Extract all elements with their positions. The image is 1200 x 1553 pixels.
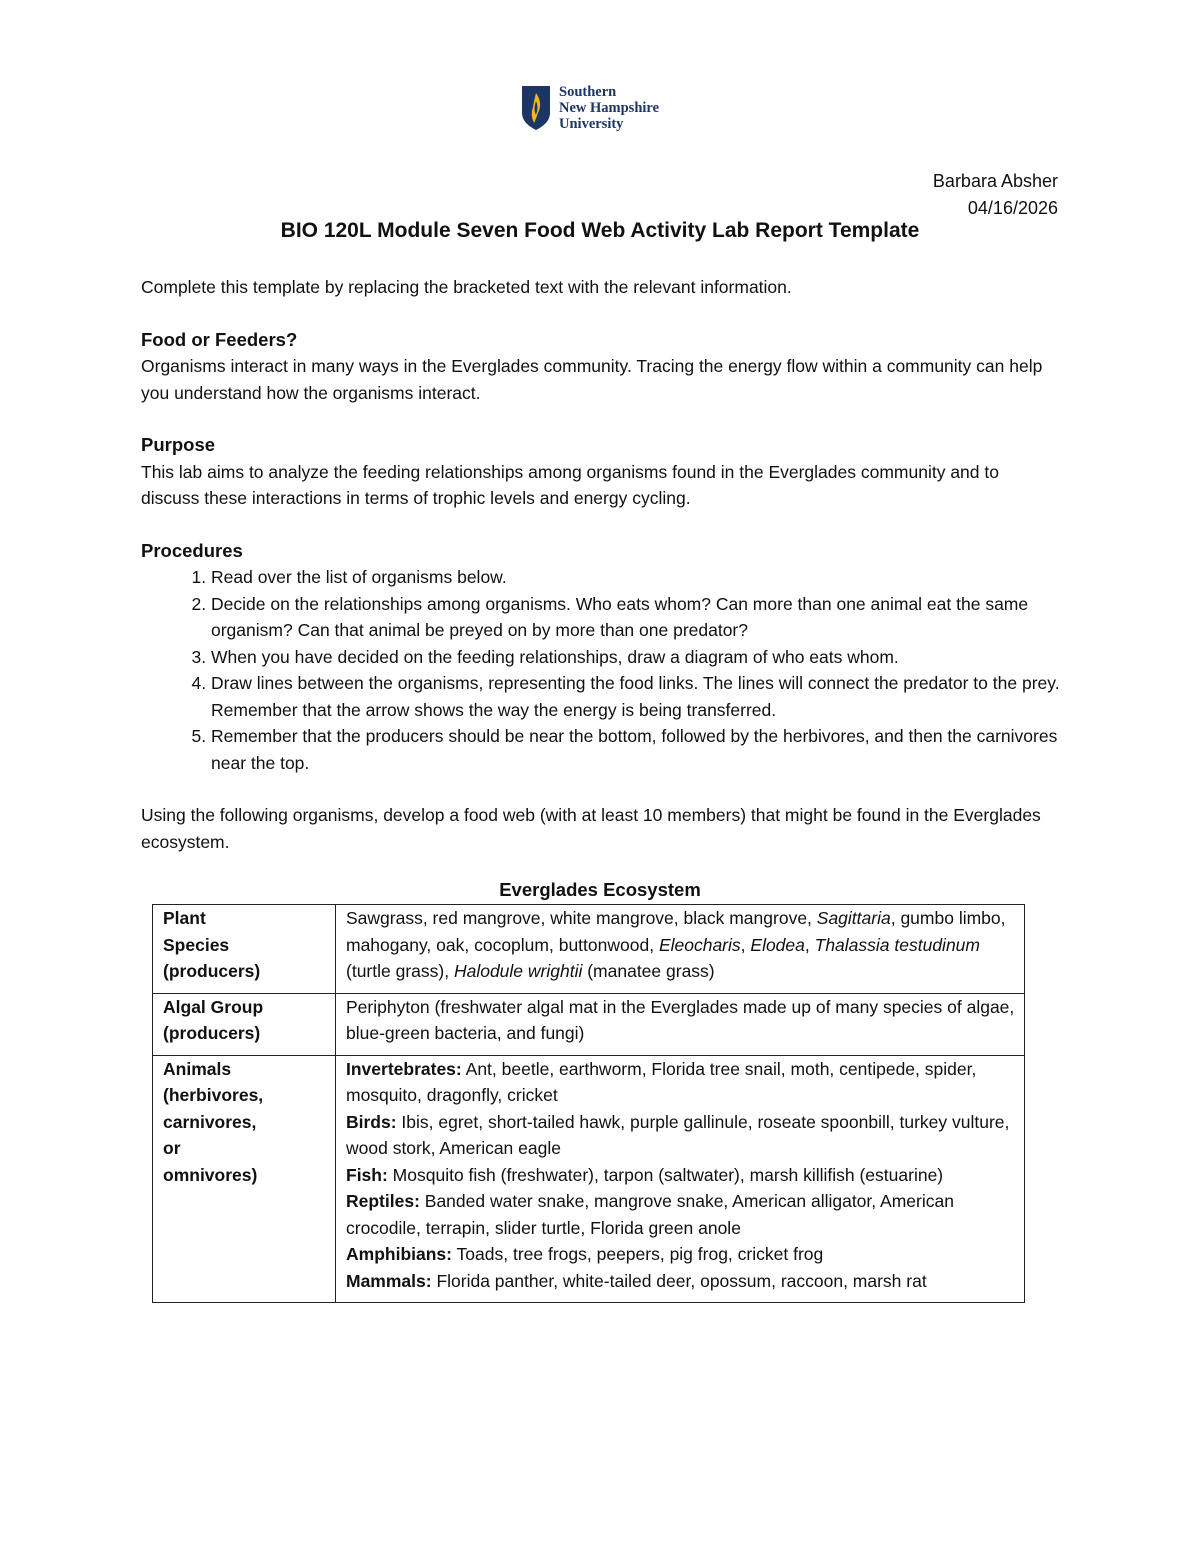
category-label: (producers) <box>163 1023 261 1043</box>
category-label: Animals <box>163 1058 232 1079</box>
category-cell <box>153 993 336 1055</box>
category-label: or <box>163 1138 181 1158</box>
category-label: carnivores, <box>163 1111 257 1132</box>
shield-flame-icon <box>521 85 551 131</box>
animal-group: Reptiles: Banded water snake, mangrove snake, American alligator, American crocodile, terrapin, slider turtle, Florida green anole <box>346 1191 954 1238</box>
document-body <box>141 274 1061 855</box>
category-label: (herbivores, <box>163 1085 264 1105</box>
food-or-feeders-text: Organisms interact in many ways in the Everglades community. Tracing the energy flow within a community can help you understand how the organisms interact. <box>141 356 1043 403</box>
instruction-text: Using the following organisms, develop a food web (with at least 10 members) that might be found in the Everglades ecosystem. <box>141 805 1041 852</box>
report-date: 04/16/2026 <box>967 198 1058 218</box>
logo-line-3: University <box>559 116 624 132</box>
logo-wordmark <box>559 84 659 132</box>
snhu-logo <box>521 84 701 132</box>
table-row <box>153 905 1025 994</box>
category-label: omnivores) <box>163 1164 258 1185</box>
procedure-step: 3. When you have decided on the feeding relationships, draw a diagram of who eats whom. <box>211 644 1061 671</box>
procedure-step: 5. Remember that the producers should be near the bottom, followed by the herbivores, and then the carnivores near the top. <box>211 723 1061 776</box>
algal-group-cell: Periphyton (freshwater algal mat in the Everglades made up of many species of algae, blue-green bacteria, and fungi) <box>336 993 1025 1055</box>
animal-group: Fish: Mosquito fish (freshwater), tarpon (saltwater), marsh killifish (estuarine) <box>346 1164 944 1185</box>
logo-line-1: Southern <box>559 84 617 100</box>
category-label: Plant <box>163 908 206 928</box>
logo-line-2: New Hampshire <box>559 100 660 116</box>
table-row <box>153 993 1025 1055</box>
animal-group: Amphibians: Toads, tree frogs, peepers, pig frog, cricket frog <box>346 1244 824 1264</box>
category-label: (producers) <box>163 961 261 981</box>
animal-group: Mammals: Florida panther, white-tailed deer, opossum, raccoon, marsh rat <box>346 1270 927 1291</box>
category-label: Algal Group <box>163 996 264 1017</box>
category-cell <box>153 1055 336 1303</box>
plant-species-cell: Sawgrass, red mangrove, white mangrove, black mangrove, Sagittaria, gumbo limbo, mahogany, oak, cocoplum, buttonwood, Eleocharis, Elodea, Thalassia testudinum (turtle grass), Halodule wrightii (manatee grass) <box>336 905 1025 994</box>
page-title: BIO 120L Module Seven Food Web Activity Lab Report Template <box>280 219 920 242</box>
table-row <box>153 1055 1025 1303</box>
purpose-text: This lab aims to analyze the feeding relationships among organisms found in the Everglades community and to discuss these interactions in terms of trophic levels and energy cycling. <box>141 461 999 508</box>
intro-text: Complete this template by replacing the bracketed text with the relevant information. <box>141 277 792 297</box>
author-name: Barbara Absher <box>932 171 1058 191</box>
table-title: Everglades Ecosystem <box>499 879 701 900</box>
ecosystem-table <box>152 904 1025 1303</box>
animal-group: Invertebrates: Ant, beetle, earthworm, Florida tree snail, moth, centipede, spider, mosquito, dragonfly, cricket <box>346 1058 977 1105</box>
procedure-step: 2. Decide on the relationships among organisms. Who eats whom? Can more than one animal eat the same organism? Can that animal be preyed on by more than one predator? <box>211 591 1061 644</box>
procedures-heading: Procedures <box>141 539 243 561</box>
procedures-list <box>141 564 1061 776</box>
category-label: Species <box>163 934 230 955</box>
purpose-heading: Purpose <box>141 434 216 455</box>
animal-group: Birds: Ibis, egret, short-tailed hawk, purple gallinule, roseate spoonbill, turkey vulture, wood stork, American eagle <box>346 1111 1010 1158</box>
procedure-step: 4. Draw lines between the organisms, representing the food links. The lines will connect the predator to the prey. Remember that the arrow shows the way the energy is being transferred. <box>211 670 1061 723</box>
author-block <box>933 168 1058 222</box>
food-or-feeders-heading: Food or Feeders? <box>141 328 298 350</box>
category-cell <box>153 905 336 994</box>
procedure-step: 1. Read over the list of organisms below. <box>211 564 1061 591</box>
animals-cell <box>336 1055 1025 1303</box>
